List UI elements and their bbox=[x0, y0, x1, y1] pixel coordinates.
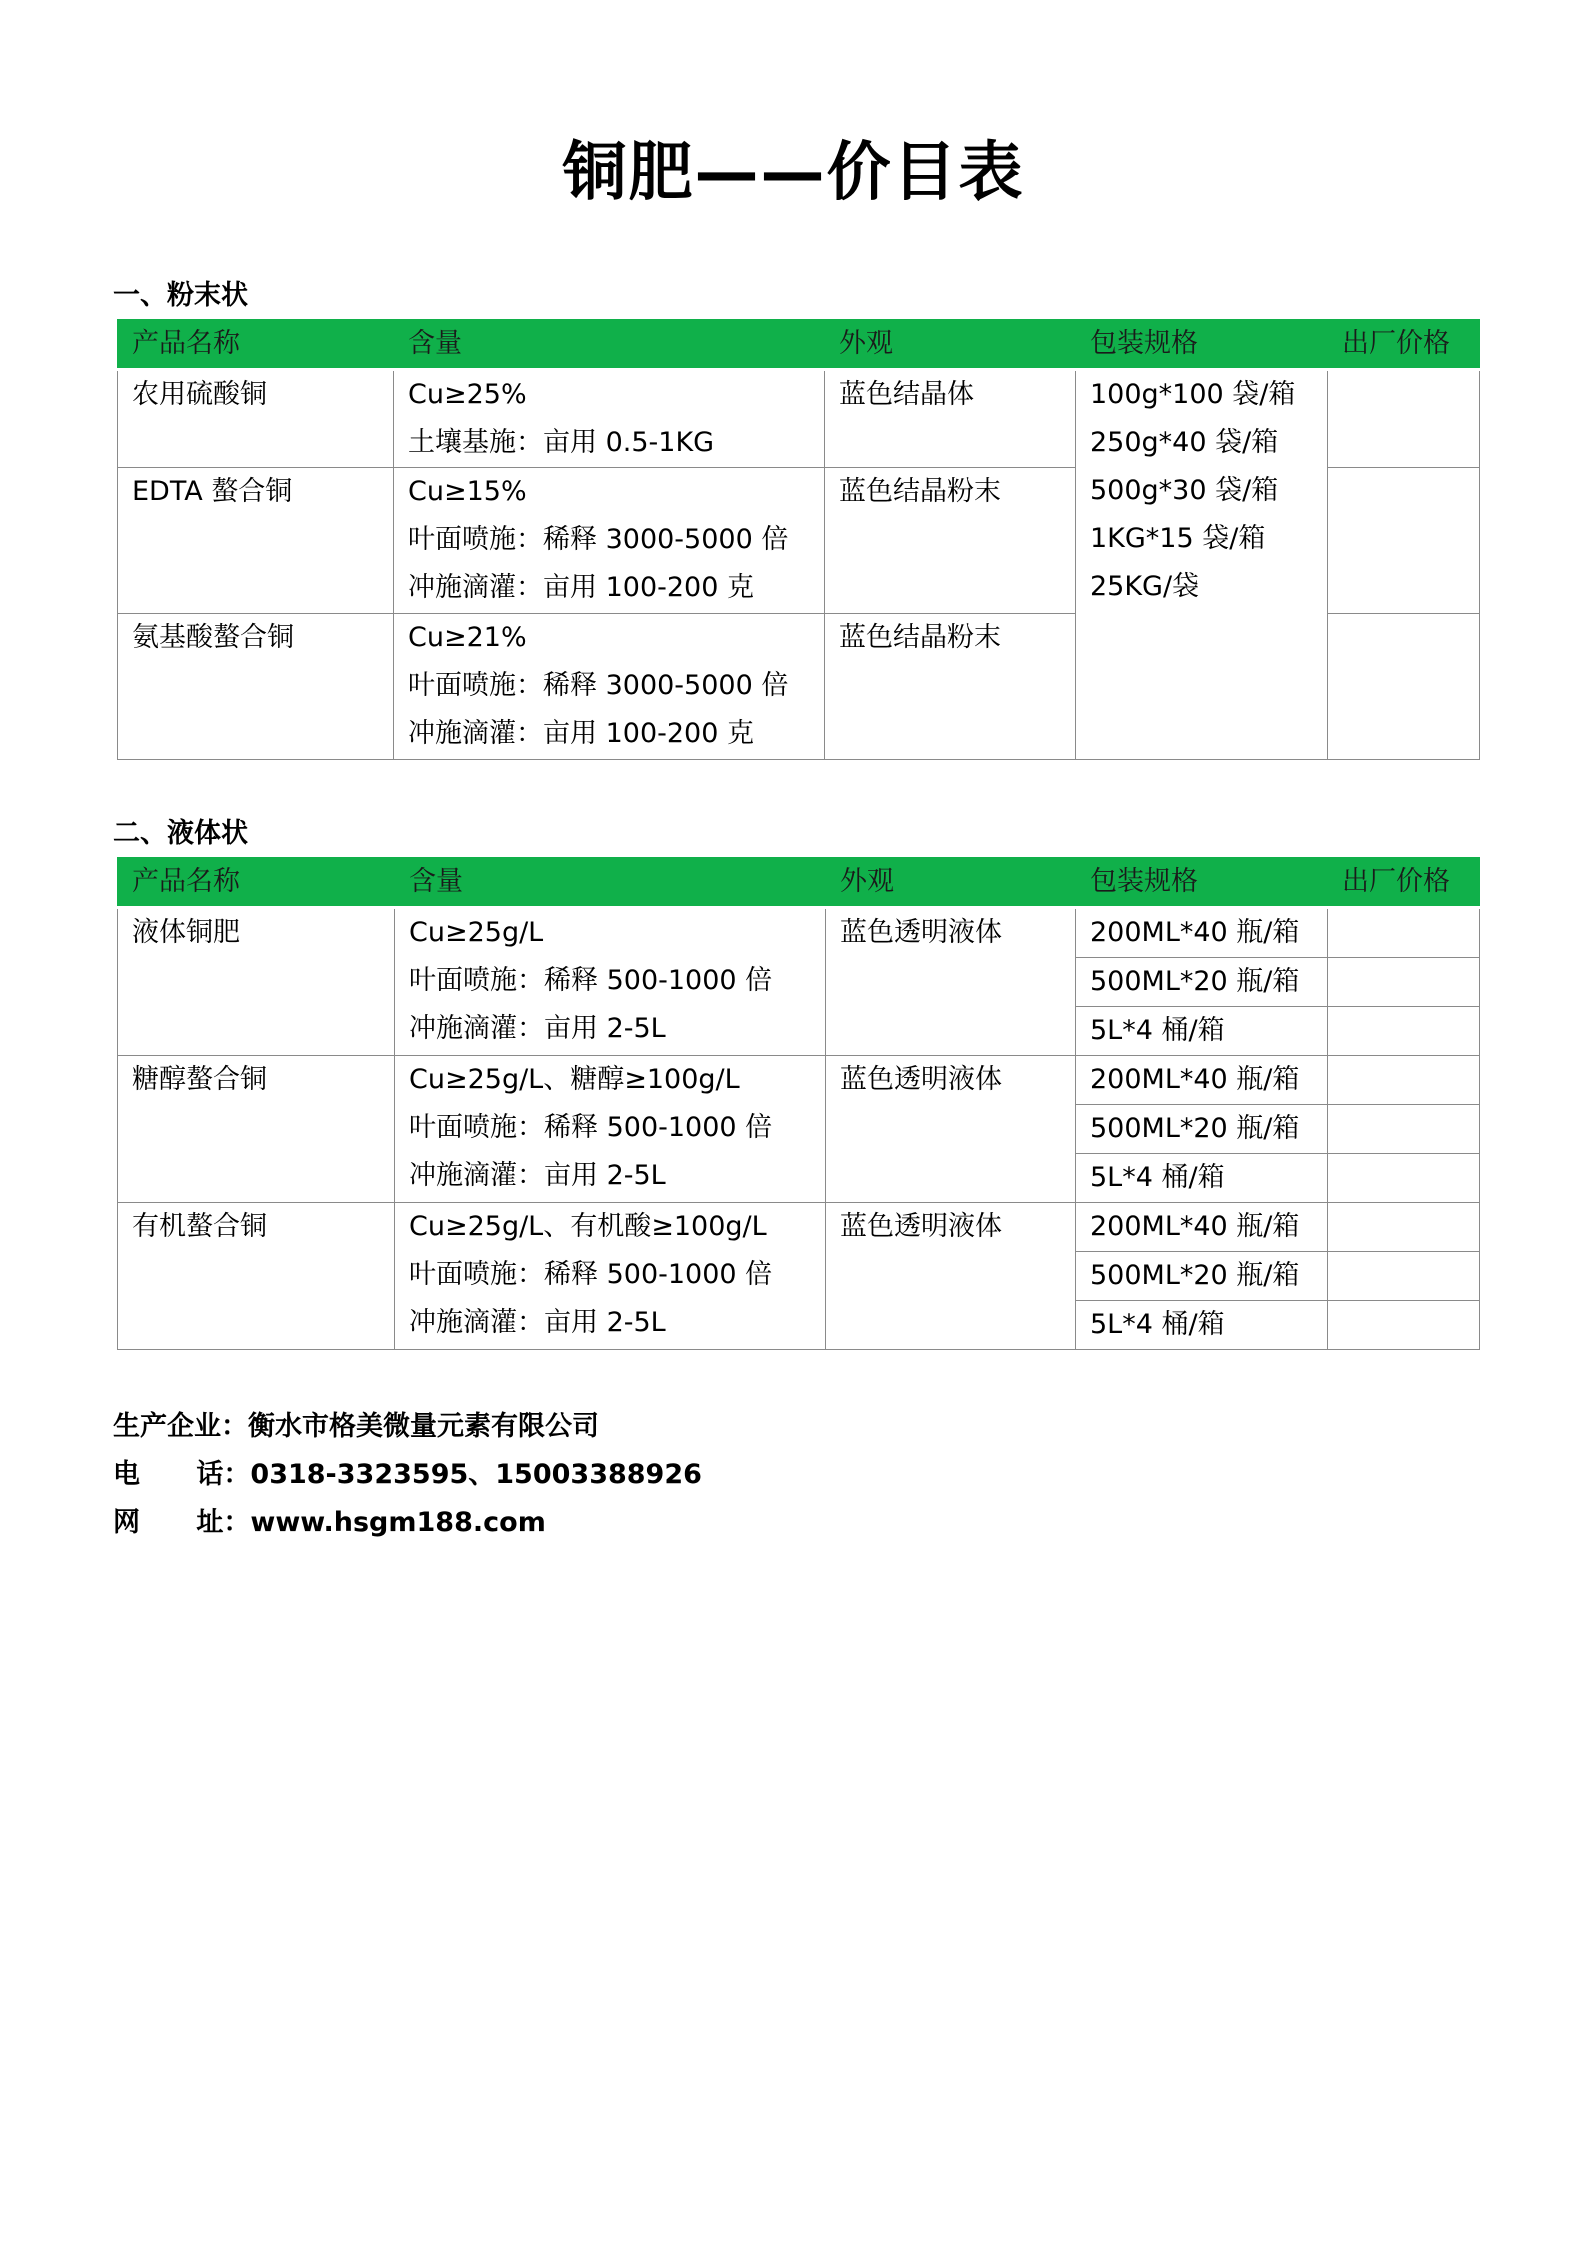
product-name-cell bbox=[118, 1056, 395, 1203]
appearance-cell bbox=[825, 614, 1076, 760]
footer-website-label: 网 址： bbox=[113, 1507, 251, 1538]
appearance-cell bbox=[826, 1203, 1076, 1350]
appearance-value: 蓝色透明液体 bbox=[840, 1064, 1002, 1095]
price-cell bbox=[1328, 1056, 1480, 1105]
price-cell bbox=[1328, 958, 1480, 1007]
content-cell bbox=[395, 1203, 826, 1350]
price-cell bbox=[1328, 1203, 1480, 1252]
price-cell bbox=[1328, 1252, 1480, 1301]
packaging-option: 5L*4 桶/箱 bbox=[1076, 1154, 1328, 1203]
appearance-cell bbox=[826, 1056, 1076, 1203]
product-name-cell bbox=[118, 1203, 395, 1350]
footer-company bbox=[113, 1409, 599, 1445]
appearance-value: 蓝色结晶粉末 bbox=[839, 622, 1001, 653]
column-header-product-name: 产品名称 bbox=[118, 858, 395, 908]
footer-phone bbox=[113, 1457, 702, 1493]
column-header-price: 出厂价格 bbox=[1328, 320, 1480, 370]
packaging-option: 200ML*40 瓶/箱 bbox=[1076, 908, 1328, 958]
liquid-price-table bbox=[117, 857, 1480, 1350]
appearance-cell bbox=[825, 370, 1076, 468]
packaging-option: 500ML*20 瓶/箱 bbox=[1076, 1252, 1328, 1301]
content-line: 叶面喷施：稀释 3000-5000 倍 bbox=[408, 524, 789, 555]
packaging-option: 500ML*20 瓶/箱 bbox=[1076, 958, 1328, 1007]
table-header-row bbox=[118, 858, 1480, 908]
product-name: 农用硫酸铜 bbox=[132, 379, 267, 410]
footer-phone-label: 电 话： bbox=[113, 1459, 251, 1490]
content-line: 冲施滴灌：亩用 2-5L bbox=[409, 1013, 666, 1044]
product-name-cell bbox=[118, 370, 394, 468]
appearance-value: 蓝色透明液体 bbox=[840, 1211, 1002, 1242]
product-name: EDTA 螯合铜 bbox=[132, 476, 293, 507]
phone-numbers: 0318-3323595、15003388926 bbox=[250, 1459, 702, 1490]
content-line: 冲施滴灌：亩用 2-5L bbox=[409, 1160, 666, 1191]
packaging-option: 200ML*40 瓶/箱 bbox=[1076, 1203, 1328, 1252]
packaging-option: 100g*100 袋/箱 bbox=[1090, 379, 1296, 410]
content-line: 土壤基施：亩用 0.5-1KG bbox=[408, 427, 715, 458]
product-name-cell bbox=[118, 614, 394, 760]
content-line: Cu≥21% bbox=[408, 622, 527, 653]
appearance-value: 蓝色结晶粉末 bbox=[839, 476, 1001, 507]
packaging-option: 25KG/袋 bbox=[1090, 571, 1200, 602]
content-line: 叶面喷施：稀释 3000-5000 倍 bbox=[408, 670, 789, 701]
website-url[interactable]: www.hsgm188.com bbox=[250, 1507, 546, 1538]
table-row bbox=[118, 370, 1480, 468]
price-cell bbox=[1328, 614, 1480, 760]
content-line: Cu≥25% bbox=[408, 379, 527, 410]
company-name: 衡水市格美微量元素有限公司 bbox=[248, 1411, 599, 1442]
product-name-cell bbox=[118, 468, 394, 614]
price-cell bbox=[1328, 908, 1480, 958]
powder-price-table bbox=[117, 319, 1480, 760]
product-name: 氨基酸螯合铜 bbox=[132, 622, 294, 653]
appearance-value: 蓝色结晶体 bbox=[839, 379, 974, 410]
content-line: 冲施滴灌：亩用 2-5L bbox=[409, 1307, 666, 1338]
content-line: Cu≥25g/L、有机酸≥100g/L bbox=[409, 1211, 767, 1242]
footer-company-label: 生产企业： bbox=[113, 1411, 248, 1442]
product-name: 液体铜肥 bbox=[132, 917, 240, 948]
price-cell bbox=[1328, 468, 1480, 614]
content-line: 冲施滴灌：亩用 100-200 克 bbox=[408, 572, 754, 603]
price-cell bbox=[1328, 1301, 1480, 1350]
column-header-packaging: 包装规格 bbox=[1076, 320, 1328, 370]
footer-website bbox=[113, 1505, 546, 1541]
content-cell bbox=[395, 1056, 826, 1203]
content-cell bbox=[395, 908, 826, 1056]
product-name: 糖醇螯合铜 bbox=[132, 1064, 267, 1095]
content-cell bbox=[394, 468, 825, 614]
content-line: Cu≥25g/L bbox=[409, 917, 544, 948]
appearance-cell bbox=[826, 908, 1076, 1056]
packaging-option: 5L*4 桶/箱 bbox=[1076, 1301, 1328, 1350]
column-header-content: 含量 bbox=[395, 858, 826, 908]
column-header-appearance: 外观 bbox=[825, 320, 1076, 370]
content-line: 叶面喷施：稀释 500-1000 倍 bbox=[409, 1112, 773, 1143]
price-cell bbox=[1328, 1007, 1480, 1056]
content-line: Cu≥25g/L、糖醇≥100g/L bbox=[409, 1064, 740, 1095]
packaging-option: 200ML*40 瓶/箱 bbox=[1076, 1056, 1328, 1105]
packaging-option: 5L*4 桶/箱 bbox=[1076, 1007, 1328, 1056]
price-cell bbox=[1328, 1105, 1480, 1154]
price-cell bbox=[1328, 370, 1480, 468]
packaging-option: 250g*40 袋/箱 bbox=[1090, 427, 1279, 458]
appearance-value: 蓝色透明液体 bbox=[840, 917, 1002, 948]
content-line: 叶面喷施：稀释 500-1000 倍 bbox=[409, 965, 773, 996]
content-line: 冲施滴灌：亩用 100-200 克 bbox=[408, 718, 754, 749]
column-header-price: 出厂价格 bbox=[1328, 858, 1480, 908]
packaging-option: 500ML*20 瓶/箱 bbox=[1076, 1105, 1328, 1154]
table-row bbox=[118, 1203, 1480, 1252]
content-line: Cu≥15% bbox=[408, 476, 527, 507]
table-row bbox=[118, 1056, 1480, 1105]
column-header-appearance: 外观 bbox=[826, 858, 1076, 908]
column-header-packaging: 包装规格 bbox=[1076, 858, 1328, 908]
table-header-row bbox=[118, 320, 1480, 370]
content-cell bbox=[394, 370, 825, 468]
column-header-content: 含量 bbox=[394, 320, 825, 370]
content-line: 叶面喷施：稀释 500-1000 倍 bbox=[409, 1259, 773, 1290]
price-cell bbox=[1328, 1154, 1480, 1203]
packaging-option: 1KG*15 袋/箱 bbox=[1090, 523, 1266, 554]
column-header-product-name: 产品名称 bbox=[118, 320, 394, 370]
section-heading-powder: 一、粉末状 bbox=[113, 280, 248, 311]
packaging-option: 500g*30 袋/箱 bbox=[1090, 475, 1279, 506]
table-row bbox=[118, 908, 1480, 958]
page-title: 铜肥——价目表 bbox=[562, 136, 1025, 210]
packaging-cell bbox=[1076, 370, 1328, 760]
product-name: 有机螯合铜 bbox=[132, 1211, 267, 1242]
section-heading-liquid: 二、液体状 bbox=[113, 818, 248, 849]
appearance-cell bbox=[825, 468, 1076, 614]
product-name-cell bbox=[118, 908, 395, 1056]
content-cell bbox=[394, 614, 825, 760]
